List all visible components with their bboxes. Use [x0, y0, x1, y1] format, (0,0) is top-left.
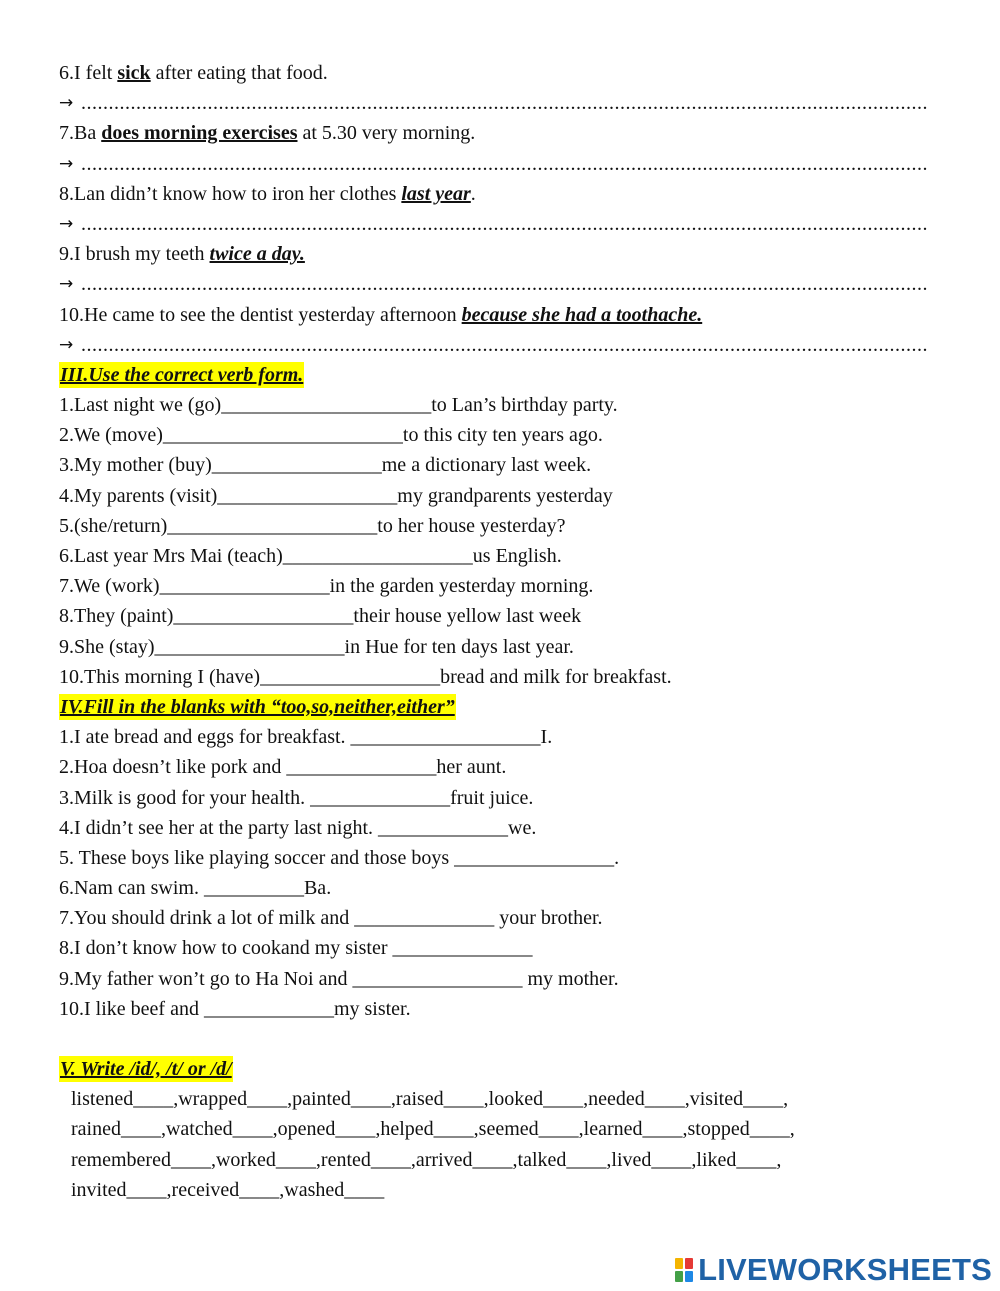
underlined-phrase: because she had a toothache.: [461, 303, 703, 326]
logo-square: [685, 1271, 693, 1282]
underlined-phrase: does morning exercises: [101, 122, 298, 145]
section-5-items: [59, 1084, 929, 1205]
logo-text: LIVEWORKSHEETS: [698, 1252, 992, 1287]
sentence-text: 10.He came to see the dentist yesterday afternoon: [59, 303, 462, 326]
arrow-icon: →: [59, 274, 74, 295]
exercise-item[interactable]: 4.I didn’t see her at the party last night. _____________we.: [59, 816, 537, 839]
answer-line[interactable]: [59, 269, 929, 299]
answer-line[interactable]: [59, 88, 929, 118]
logo-square: [685, 1258, 693, 1269]
dotted-answer-field[interactable]: [81, 209, 929, 239]
exercise-item[interactable]: 9.My father won’t go to Ha Noi and _________________ my mother.: [59, 967, 619, 990]
answer-line[interactable]: [59, 330, 929, 360]
exercise-item[interactable]: 8.They (paint)__________________their house yellow last week: [59, 605, 582, 628]
exercise-item[interactable]: 10.This morning I (have)__________________bread and milk for breakfast.: [59, 665, 672, 688]
arrow-icon: →: [59, 153, 74, 174]
word-list-row[interactable]: invited____,received____,washed____: [71, 1178, 385, 1201]
underlined-phrase: twice a day.: [209, 243, 305, 266]
answer-line[interactable]: [59, 149, 929, 179]
arrow-icon: →: [59, 93, 74, 114]
liveworksheets-logo: [675, 1252, 992, 1288]
spacer: [59, 1024, 929, 1054]
exercise-sentence: [59, 118, 929, 148]
exercise-item[interactable]: 3.My mother (buy)_________________me a dictionary last week.: [59, 454, 592, 477]
exercise-sentence: [59, 58, 929, 88]
arrow-icon: →: [59, 334, 74, 355]
exercise-item[interactable]: 10.I like beef and _____________my sister.: [59, 997, 411, 1020]
exercise-item[interactable]: 2.Hoa doesn’t like pork and _______________her aunt.: [59, 756, 507, 779]
logo-square: [675, 1271, 683, 1282]
exercise-item[interactable]: 8.I don’t know how to cookand my sister ______________: [59, 937, 533, 960]
section-3-heading: III.Use the correct verb form.: [60, 363, 304, 386]
exercise-sentence: [59, 179, 929, 209]
exercise-item[interactable]: 3.Milk is good for your health. ______________fruit juice.: [59, 786, 534, 809]
exercise-item[interactable]: 2.We (move)________________________to this city ten years ago.: [59, 424, 603, 447]
sentence-text: .: [470, 182, 476, 205]
logo-icon: [675, 1258, 693, 1282]
answer-line[interactable]: [59, 209, 929, 239]
exercise-item[interactable]: 6.Last year Mrs Mai (teach)___________________us English.: [59, 545, 562, 567]
dotted-answer-field[interactable]: [81, 269, 929, 299]
worksheet: [59, 58, 929, 1205]
exercise-sentence: [59, 300, 929, 330]
dotted-answer-field[interactable]: [81, 149, 929, 179]
exercise-item[interactable]: 5. These boys like playing soccer and those boys ________________.: [59, 846, 620, 869]
exercise-item[interactable]: 1.I ate bread and eggs for breakfast. ___________________I.: [59, 726, 553, 749]
underlined-phrase: sick: [117, 62, 151, 84]
section-4-heading-row: [59, 692, 929, 722]
word-list-row[interactable]: remembered____,worked____,rented____,arrived____,talked____,lived____,liked____,: [71, 1148, 782, 1171]
logo-square: [675, 1258, 683, 1269]
section-4-heading: IV.Fill in the blanks with “too,so,neither,either”: [60, 695, 455, 718]
exercise-item[interactable]: 7.We (work)_________________in the garden yesterday morning.: [59, 575, 594, 598]
dotted-answer-field[interactable]: [81, 88, 929, 118]
word-list-row[interactable]: rained____,watched____,opened____,helped____,seemed____,learned____,stopped____,: [71, 1118, 795, 1141]
exercise-item[interactable]: 9.She (stay)___________________in Hue for ten days last year.: [59, 635, 574, 658]
rewrite-exercise: [59, 58, 929, 360]
section-5-heading-row: [59, 1054, 929, 1084]
word-list-row[interactable]: listened____,wrapped____,painted____,raised____,looked____,needed____,visited____,: [71, 1088, 789, 1111]
exercise-item[interactable]: 5.(she/return)_____________________to her house yesterday?: [59, 514, 566, 537]
sentence-text: 9.I brush my teeth: [59, 243, 210, 266]
exercise-item[interactable]: 6.Nam can swim. __________Ba.: [59, 877, 332, 900]
section-4-items: [59, 722, 929, 1024]
dotted-answer-field[interactable]: [81, 330, 929, 360]
underlined-phrase: last year: [401, 182, 471, 205]
exercise-item[interactable]: 1.Last night we (go)_____________________to Lan’s birthday party.: [59, 394, 618, 417]
section-3-items: [59, 390, 929, 692]
arrow-icon: →: [59, 213, 74, 234]
section-5-heading: V. Write /id/, /t/ or /d/: [60, 1058, 232, 1080]
sentence-text: at 5.30 very morning.: [297, 122, 476, 145]
sentence-text: 8.Lan didn’t know how to iron her clothes: [59, 182, 402, 205]
exercise-item[interactable]: 7.You should drink a lot of milk and ______________ your brother.: [59, 907, 603, 930]
sentence-text: 6.I felt: [59, 62, 118, 84]
exercise-item[interactable]: 4.My parents (visit)__________________my grandparents yesterday: [59, 484, 613, 507]
section-3-heading-row: [59, 360, 929, 390]
sentence-text: 7.Ba: [59, 122, 102, 145]
sentence-text: after eating that food.: [150, 62, 328, 84]
exercise-sentence: [59, 239, 929, 269]
